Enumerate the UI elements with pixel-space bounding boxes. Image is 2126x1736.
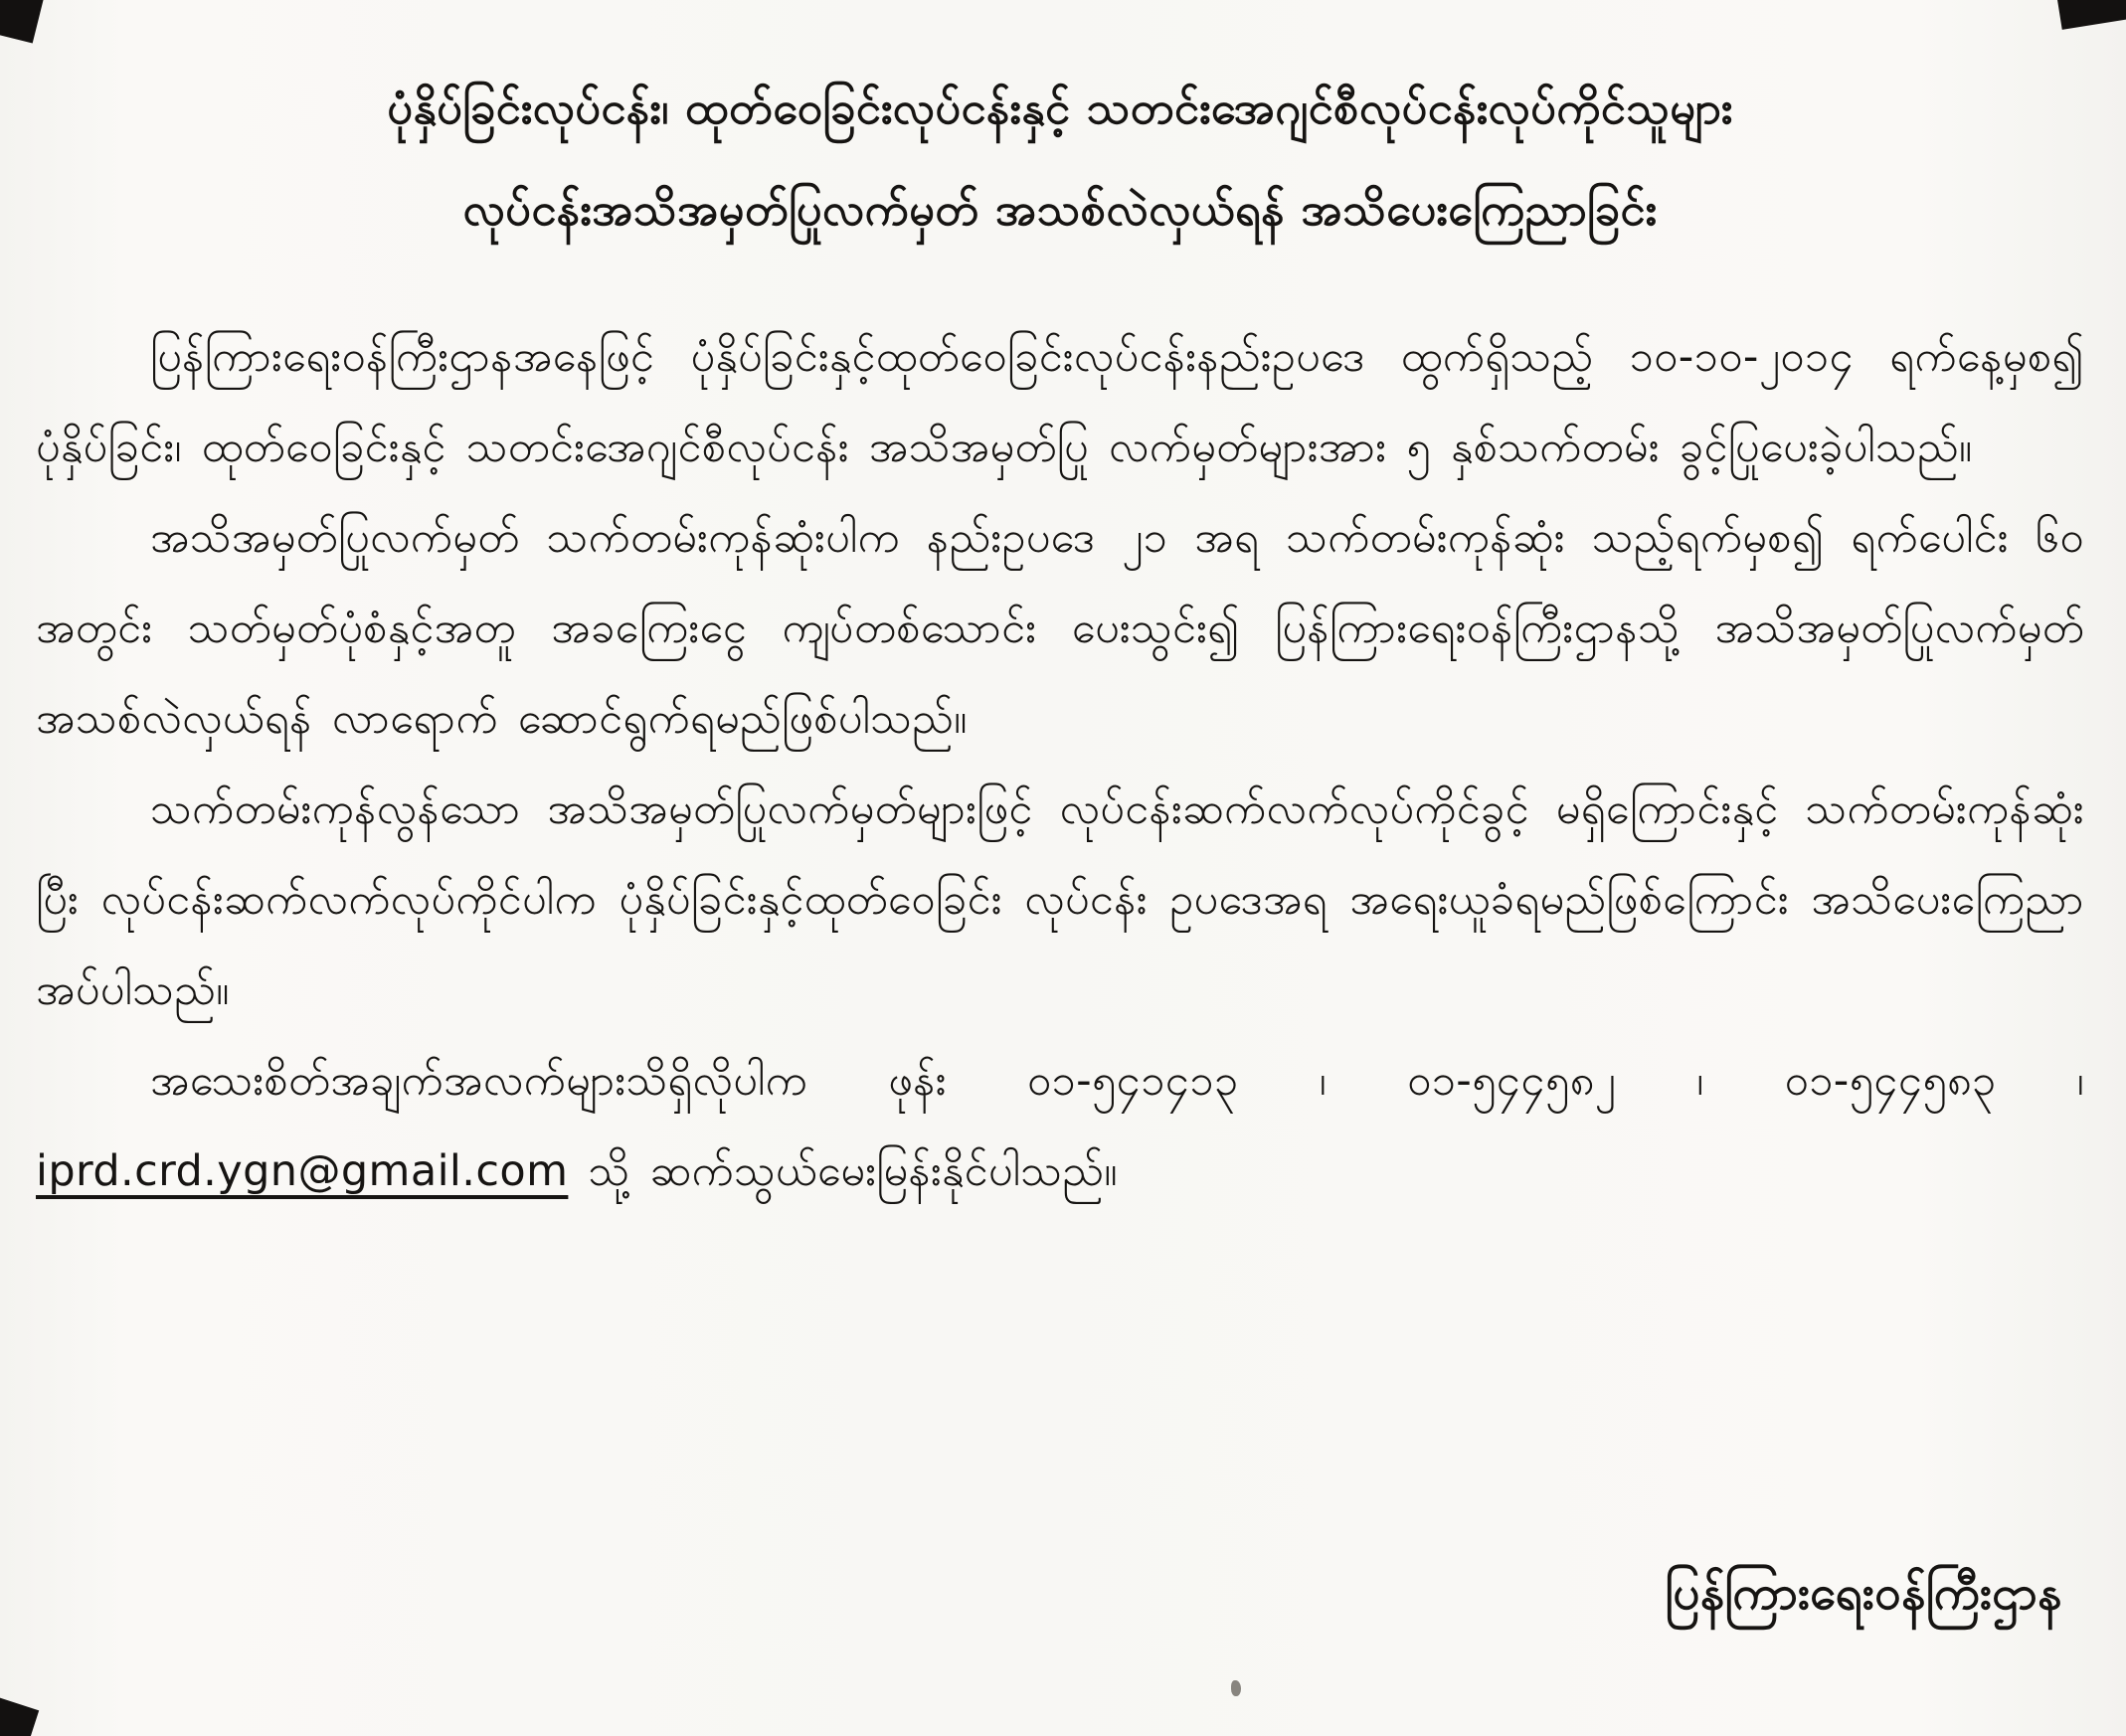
signature-ministry-of-information: ပြန်ကြားရေးဝန်ကြီးဌာန bbox=[1665, 1566, 2062, 1621]
title-line-1: ပုံနှိပ်ခြင်းလုပ်ငန်း၊ ထုတ်ဝေခြင်းလုပ်ငန်းနှင့် သတင်းအေဂျင်စီလုပ်ငန်းလုပ်ကိုင်သူများ bbox=[387, 82, 1733, 134]
paragraph-validity-grant: ပြန်ကြားရေးဝန်ကြီးဌာနအနေဖြင့် ပုံနှိပ်ခြင်းနှင့်ထုတ်ဝေခြင်းလုပ်ငန်းနည်းဥပဒေ ထွက်ရှိသည့် ၁၀-၁၀-၂၀၁၄ ရက်နေ့မှစ၍ ပုံနှိပ်ခြင်း၊ ထုတ်ဝေခြင်းနှင့် သတင်းအေဂျင်စီလုပ်ငန်း အသိအမှတ်ပြု လက်မှတ်များအား ၅ နှစ်သက်တမ်း ခွင့်ပြုပေးခဲ့ပါသည်။ bbox=[36, 332, 2084, 472]
paragraph-renewal-procedure: အသိအမှတ်ပြုလက်မှတ် သက်တမ်းကုန်ဆုံးပါက နည်းဥပဒေ ၂၁ အရ သက်တမ်းကုန်ဆုံး သည့်ရက်မှစ၍ ရက်ပေါင်း ၆၀ အတွင်း သတ်မှတ်ပုံစံနှင့်အတူ အခကြေးငွေ ကျပ်တစ်သောင်း ပေးသွင်း၍ ပြန်ကြားရေးဝန်ကြီးဌာနသို့ အသိအမှတ်ပြုလက်မှတ် အသစ်လဲလှယ်ရန် လာရောက် ဆောင်ရွက်ရမည်ဖြစ်ပါသည်။ bbox=[36, 513, 2084, 744]
title-line-2: လုပ်ငန်းအသိအမှတ်ပြုလက်မှတ် အသစ်လဲလှယ်ရန် အသိပေးကြေညာခြင်း bbox=[462, 183, 1658, 236]
scan-smudge-bottom bbox=[1231, 1680, 1241, 1696]
document-title bbox=[36, 58, 2084, 260]
contact-prefix-text: အသေးစိတ်အချက်အလက်များသိရှိလိုပါက ဖုန်း ၀၁-၅၄၁၄၁၃ ၊ ၀၁-၅၄၄၅၈၂ ၊ ၀၁-၅၄၄၅၈၃ ၊ bbox=[150, 1056, 2084, 1106]
paragraph-contact bbox=[36, 1036, 2084, 1217]
email-link: iprd.crd.ygn@gmail.com bbox=[36, 1146, 569, 1196]
scan-artifact-bottom-left bbox=[0, 1696, 39, 1736]
paragraph-warning: သက်တမ်းကုန်လွန်သော အသိအမှတ်ပြုလက်မှတ်များဖြင့် လုပ်ငန်းဆက်လက်လုပ်ကိုင်ခွင့် မရှိကြောင်းနှင့် သက်တမ်းကုန်ဆုံးပြီး လုပ်ငန်းဆက်လက်လုပ်ကိုင်ပါက ပုံနှိပ်ခြင်းနှင့်ထုတ်ဝေခြင်း လုပ်ငန်း ဥပဒေအရ အရေးယူခံရမည်ဖြစ်ကြောင်း အသိပေးကြေညာအပ်ပါသည်။ bbox=[36, 784, 2084, 1015]
contact-suffix-text: သို့ ဆက်သွယ်မေးမြန်းနိုင်ပါသည်။ bbox=[568, 1146, 1118, 1196]
